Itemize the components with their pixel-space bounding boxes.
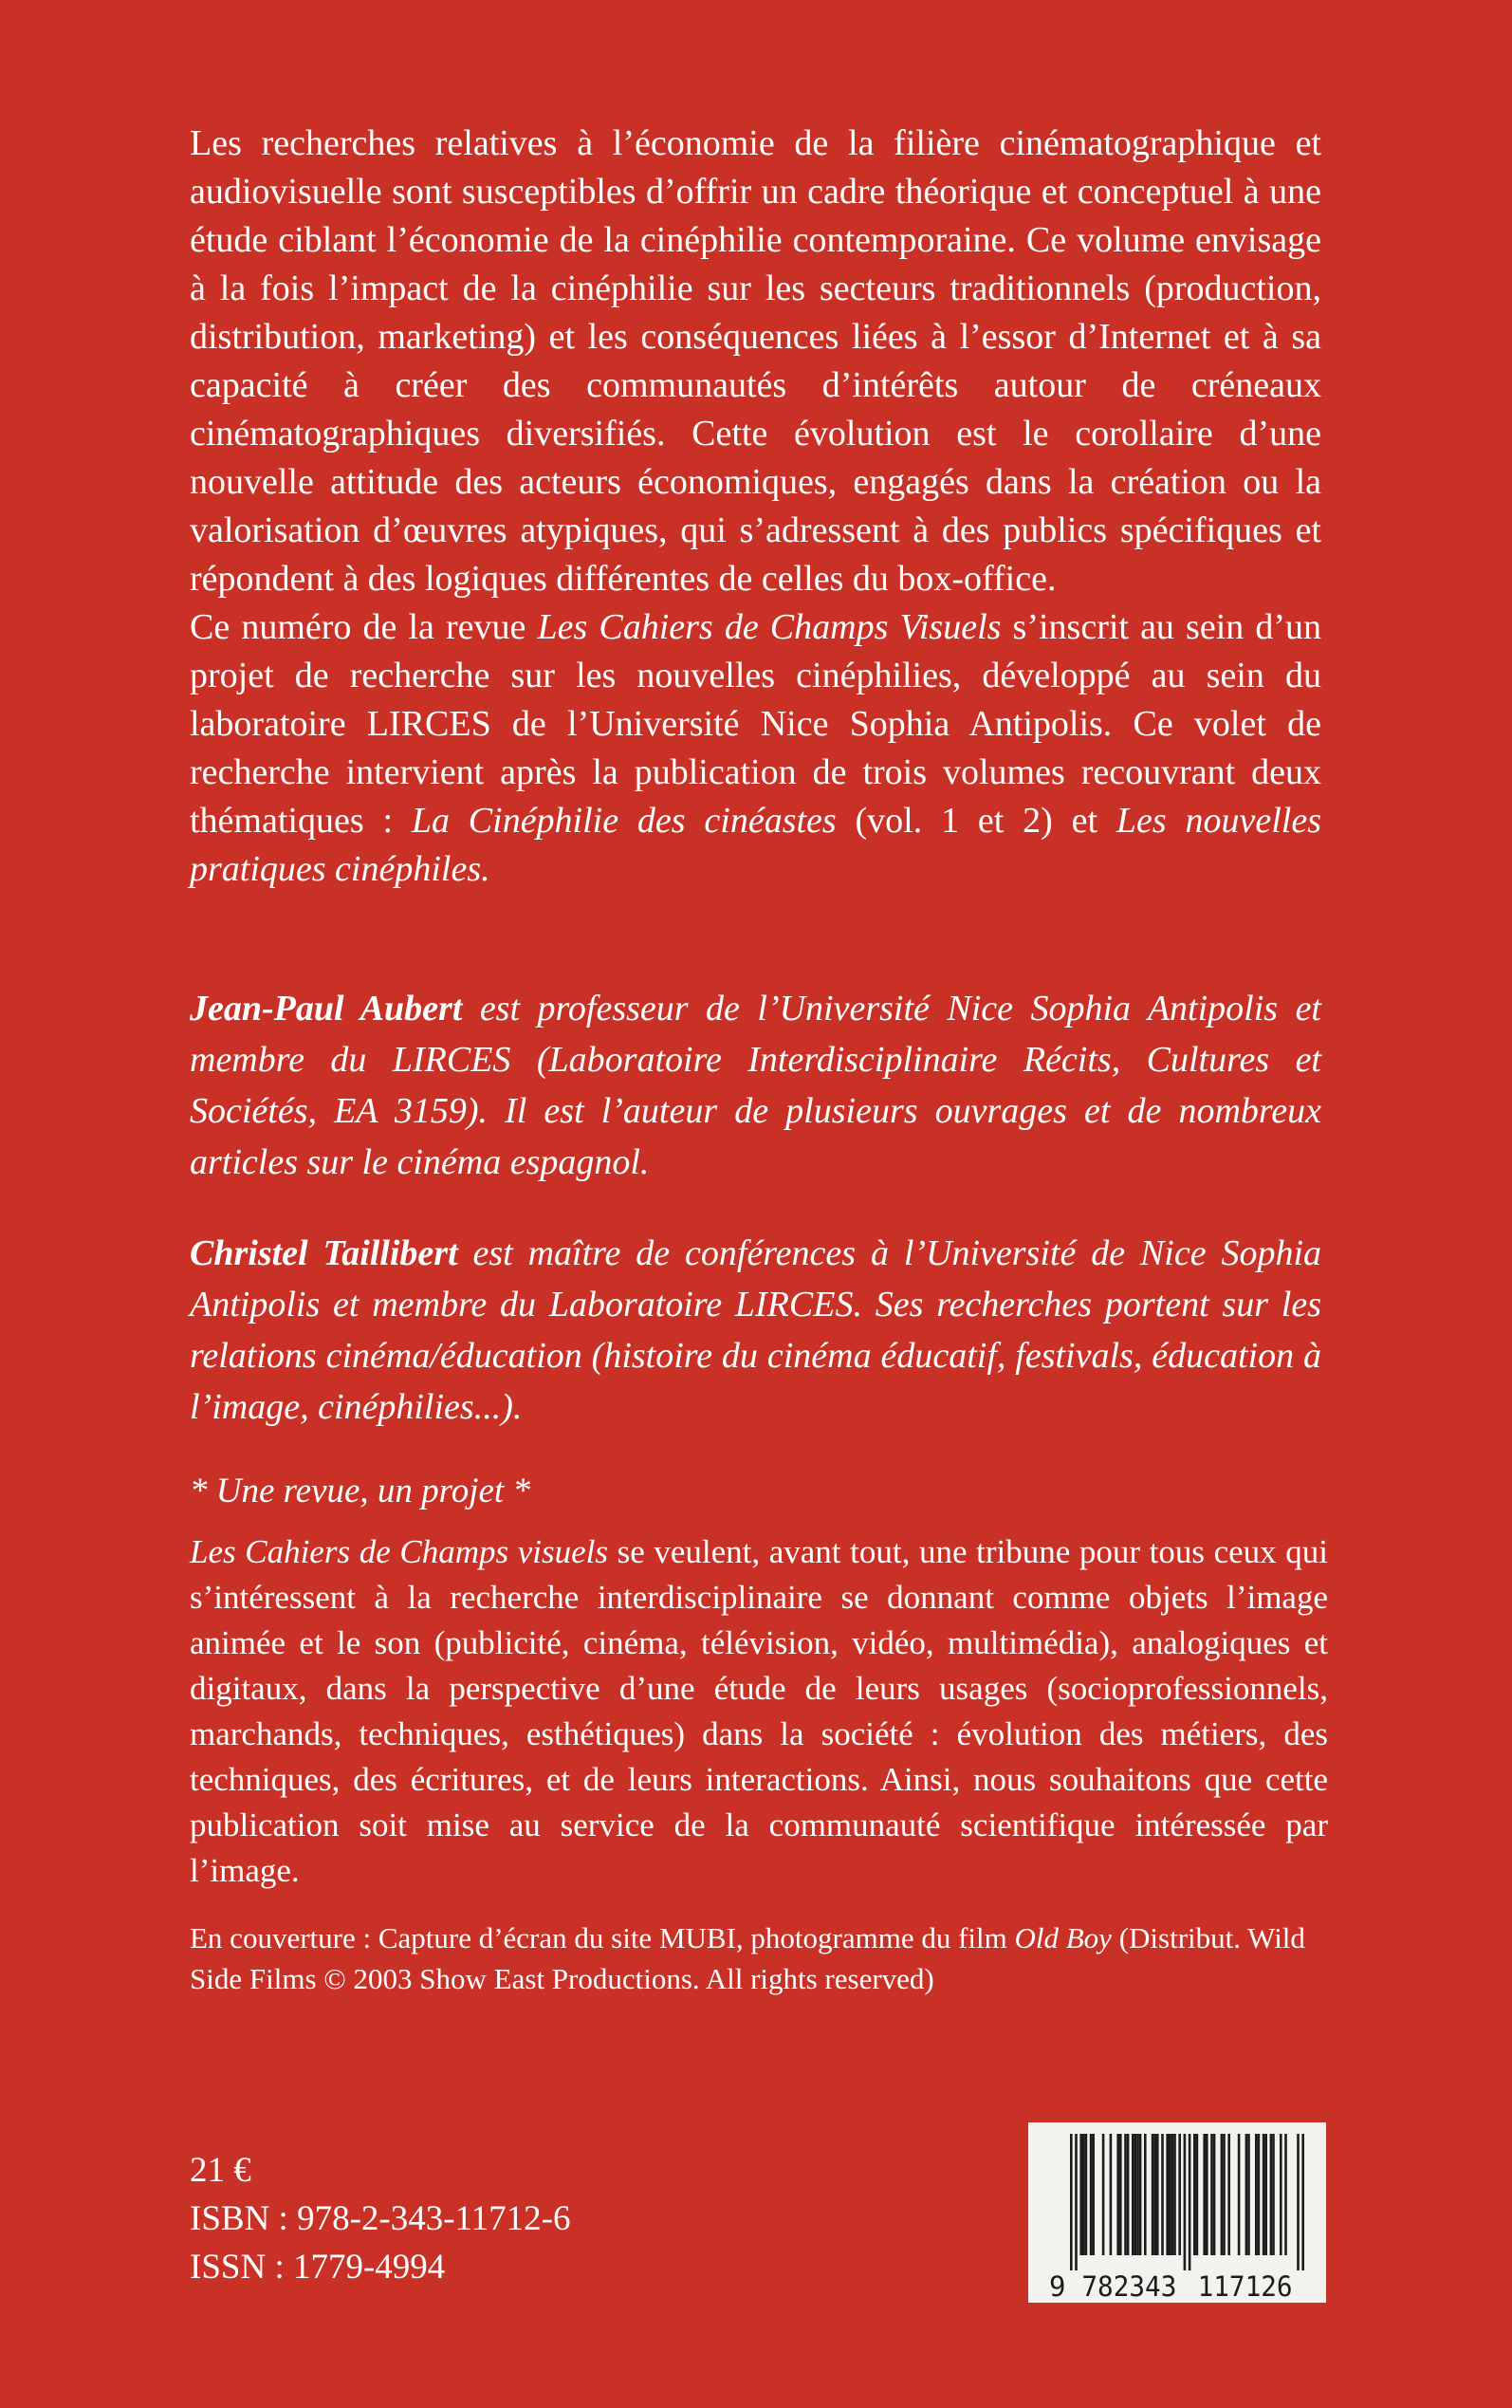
barcode-panel [1028,2122,1326,2303]
text-run: Christel Taillibert [190,1233,458,1273]
synopsis [190,120,1321,894]
cover-credit-note [190,1917,1342,1999]
isbn-label: ISBN : 978-2-343-11712-6 [190,2199,571,2238]
pricing-block [190,2146,571,2291]
issn-label: ISSN : 1779-4994 [190,2248,446,2287]
text-run: Les Cahiers de Champs visuels [190,1533,608,1570]
text-run: Les recherches relatives à l’économie de la filière cinématographique et audiovisuelle sont susceptibles d’offrir un cadre théorique et conceptuel à une étude ciblant l’économie de la cinéphilie contemporaine. Ce volume envisage à la fois l’impact de la cinéphilie sur les secteurs traditionnels (production, distribution, marketing) et les conséquences liées à l’essor d’Internet et à sa capacité à créer des communautés d’intérêts autour de créneaux cinématographiques diversifiés. Cette évolution est le corollaire d’une nouvelle attitude des acteurs économiques, engagés dans la création ou la valorisation d’œuvres atypiques, qui s’adressent à des publics spécifiques et répondent à des logiques différentes de celles du box-office. [190,123,1321,599]
text-run: se veulent, avant tout, une tribune pour tous ceux qui s’intéressent à la recherche interdisciplinaire se donnant comme objets l’image animée et le son (publicité, cinéma, télévision, vidéo, multimédia), analogiques et digitaux, dans la perspective d’une étude de leurs usages (socioprofessionnels, marchands, techniques, esthétiques) dans la société : évolution des métiers, des techniques, des écritures, et de leurs interactions. Ainsi, nous souhaitons que cette publication soit mise au service de la communauté scientifique intéressée par l’image. [190,1533,1328,1889]
text-run: (Distribut. Wild Side Films © 2003 Show East Productions. All rights reserved) [190,1921,1305,1995]
author-bio-aubert [190,983,1321,1188]
text-run: Jean-Paul Aubert [190,989,463,1028]
text-run: La Cinéphilie des cinéastes [411,801,837,841]
text-run: est professeur de l’Université Nice Sophia Antipolis et membre du LIRCES (Laboratoire Interdisciplinaire Récits, Cultures et Sociétés, EA 3159). Il est l’auteur de plusieurs ouvrages et de nombreux articles sur le cinéma espagnol. [190,989,1321,1182]
text-run: (vol. 1 et 2) et [836,801,1116,841]
text-run: Les Cahiers de Champs Visuels [537,607,1002,647]
svg-text:9: 9 [1049,2270,1066,2301]
synopsis-paragraph-2 [190,603,1321,894]
svg-text:117126: 117126 [1197,2270,1293,2301]
synopsis-paragraph-1 [190,120,1321,603]
text-run: Old Boy [1014,1921,1112,1954]
text-run: En couverture : Capture d’écran du site MUBI, photogramme du film [190,1921,1015,1954]
revue-description [190,1529,1328,1894]
text-run: Les nouvelles pratiques cinéphiles. [190,801,1321,889]
author-bio-taillibert [190,1228,1321,1433]
text-run: est maître de conférences à l’Université de Nice Sophia Antipolis et membre du Laboratoire LIRCES. Ses recherches portent sur les relations cinéma/éducation (histoire du cinéma éducatif, festivals, éducation à l’image, cinéphilies...). [190,1233,1321,1427]
author-bios [190,983,1321,1433]
price-label: 21 € [190,2151,251,2190]
barcode-svg [1049,2134,1305,2301]
text-run: s’inscrit au sein d’un projet de recherche sur les nouvelles cinéphilies, développé au sein du laboratoire LIRCES de l’Université Nice Sophia Antipolis. Ce volet de recherche intervient après la publication de trois volumes recouvrant deux thématiques : [190,607,1322,841]
revue-section-heading: * Une revue, un projet * [190,1472,530,1510]
svg-text:782343: 782343 [1081,2270,1177,2301]
text-run: Ce numéro de la revue [190,607,538,647]
